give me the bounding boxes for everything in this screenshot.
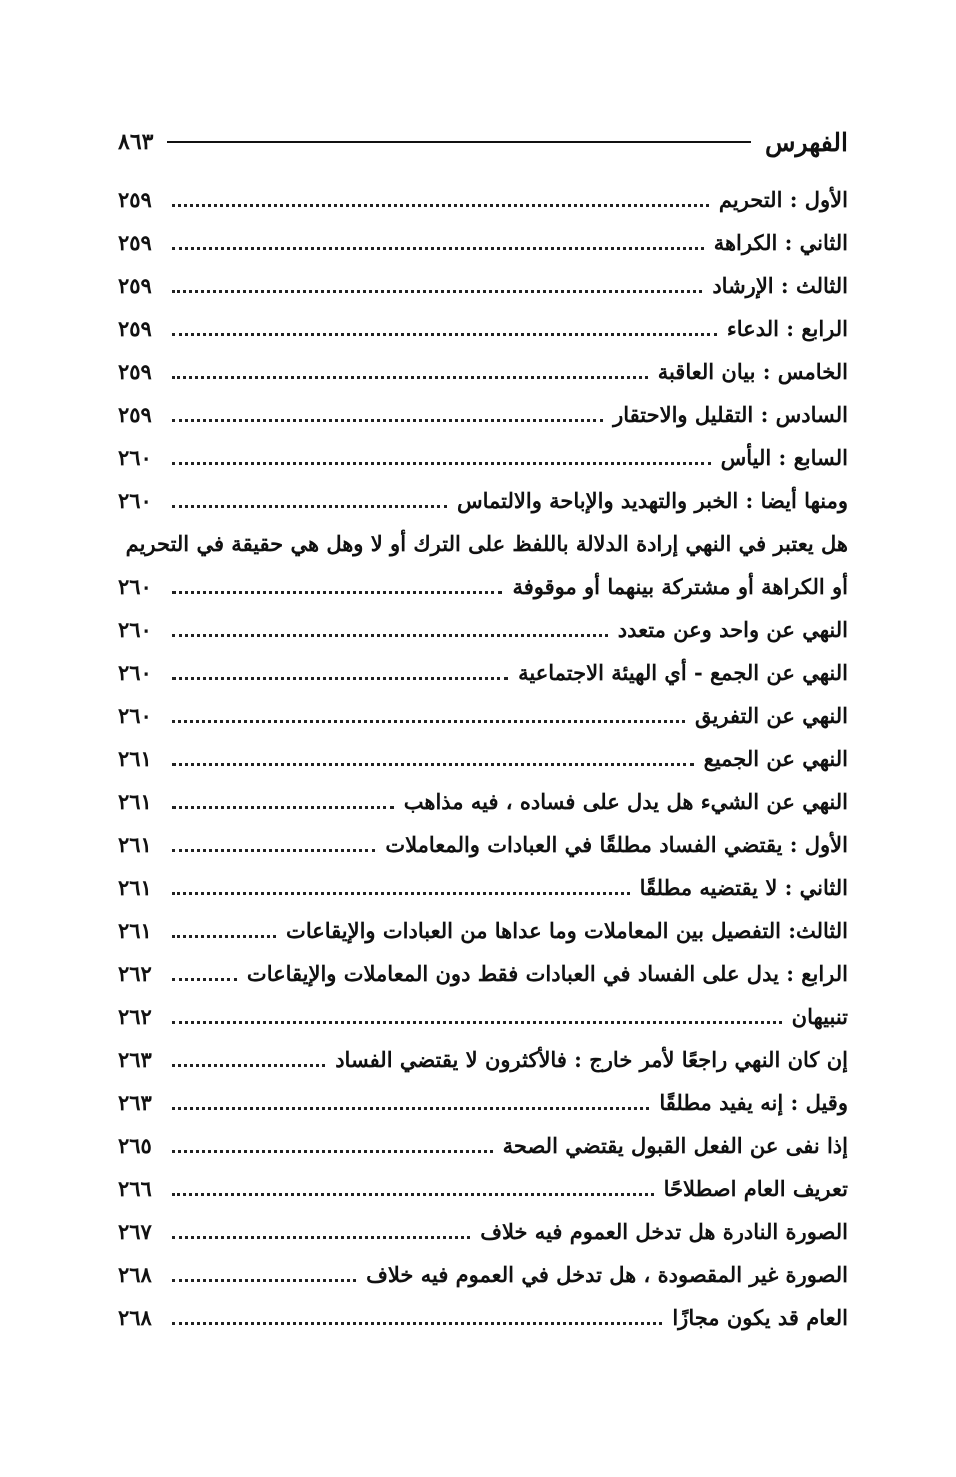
index-entry: [118, 1081, 848, 1124]
entry-page-number: ٢٦١: [118, 875, 152, 900]
entry-title: النهي عن الشيء هل يدل على فساده ، فيه مذاهب: [403, 789, 848, 814]
index-entry: [118, 1038, 848, 1081]
index-entry: [118, 651, 848, 694]
entry-page-number: ٢٥٩: [118, 273, 152, 298]
entry-title: الصورة النادرة هل تدخل العموم فيه خلاف: [480, 1219, 848, 1244]
entry-title: الأول : التحريم: [718, 187, 848, 212]
entry-page-number: ٢٦٨: [118, 1262, 152, 1287]
entry-title: وقيل : إنه يفيد مطلقًا: [659, 1090, 848, 1115]
entry-title: الصورة غير المقصودة ، هل تدخل في العموم فيه خلاف: [366, 1262, 848, 1287]
index-entry: [118, 1167, 848, 1210]
index-entry: [118, 565, 848, 608]
entry-page-number: ٢٦٠: [118, 488, 152, 513]
page-number: ٨٦٣: [118, 129, 154, 155]
index-entry: [118, 1124, 848, 1167]
dot-leader: [172, 591, 502, 594]
entry-title: النهي عن الجمع - أي الهيئة الاجتماعية: [518, 660, 848, 685]
dot-leader: [172, 849, 375, 852]
dot-leader: [172, 376, 648, 379]
index-entry: [118, 995, 848, 1038]
entry-page-number: ٢٦٠: [118, 445, 152, 470]
page-header: [118, 122, 848, 162]
dot-leader: [172, 1150, 493, 1153]
dot-leader: [172, 505, 447, 508]
dot-leader: [172, 1322, 662, 1325]
index-entry: [118, 608, 848, 651]
entry-title: الرابع : يدل على الفساد في العبادات فقط دون المعاملات والإيقاعات: [246, 961, 848, 986]
entry-title: النهي عن الجميع: [703, 746, 848, 771]
dot-leader: [172, 978, 237, 981]
entry-title: الثالث: التفصيل بين المعاملات وما عداها من العبادات والإيقاعات: [286, 918, 848, 943]
entry-page-number: ٢٦٣: [118, 1047, 152, 1072]
entry-page-number: ٢٦٦: [118, 1176, 152, 1201]
entry-title: إن كان النهي راجعًا لأمر خارج : فالأكثرون لا يقتضي الفساد: [335, 1047, 848, 1072]
index-entry: [118, 737, 848, 780]
index-entry: [118, 393, 848, 436]
dot-leader: [172, 1193, 654, 1196]
entry-page-number: ٢٦٥: [118, 1133, 152, 1158]
dot-leader: [172, 935, 276, 938]
index-entry: [118, 1253, 848, 1296]
entry-page-number: ٢٦٣: [118, 1090, 152, 1115]
entry-title: الأول : يقتضي الفساد مطلقًا في العبادات والمعاملات: [385, 832, 848, 857]
index-entry: [118, 178, 848, 221]
index-entry: [118, 350, 848, 393]
entry-page-number: ٢٦٧: [118, 1219, 152, 1244]
entry-page-number: ٢٦٠: [118, 617, 152, 642]
dot-leader: [172, 720, 685, 723]
index-entry: [118, 909, 848, 952]
entry-title: ومنها أيضا : الخبر والتهديد والإباحة والالتماس: [456, 488, 848, 513]
entry-title: الثاني : لا يقتضيه مطلقًا: [639, 875, 848, 900]
entry-page-number: ٢٦١: [118, 918, 152, 943]
entry-page-number: ٢٦١: [118, 746, 152, 771]
index-list: [118, 178, 848, 1339]
entry-title: الثالث : الإرشاد: [712, 273, 848, 298]
page-title: الفهرس: [764, 127, 848, 157]
dot-leader: [172, 247, 704, 250]
entry-title: تعريف العام اصطلاحًا: [663, 1176, 848, 1201]
dot-leader: [172, 1236, 470, 1239]
entry-page-number: ٢٥٩: [118, 316, 152, 341]
entry-title: تنبيهان: [791, 1004, 848, 1029]
entry-title: العام قد يكون مجازًا: [672, 1305, 848, 1330]
dot-leader: [172, 763, 694, 766]
index-entry: [118, 479, 848, 522]
entry-page-number: ٢٥٩: [118, 402, 152, 427]
entry-title: النهي عن واحد وعن متعدد: [617, 617, 848, 642]
dot-leader: [172, 204, 709, 207]
entry-title: أو الكراهة أو مشتركة بينهما أو موقوفة: [512, 574, 848, 599]
header-rule: [167, 141, 751, 143]
index-entry: [118, 952, 848, 995]
entry-title: هل يعتبر في النهي إرادة الدلالة باللفظ على الترك أو لا وهل هي حقيقة في التحريم: [125, 531, 848, 556]
entry-title: الخامس : بيان العاقبة: [657, 359, 848, 384]
entry-page-number: ٢٦٢: [118, 1004, 152, 1029]
dot-leader: [172, 677, 508, 680]
dot-leader: [172, 333, 717, 336]
index-entry: [118, 307, 848, 350]
entry-page-number: ٢٦٢: [118, 961, 152, 986]
index-entry: [118, 436, 848, 479]
entry-page-number: ٢٥٩: [118, 187, 152, 212]
dot-leader: [172, 1107, 649, 1110]
dot-leader: [172, 1279, 356, 1282]
entry-page-number: ٢٦٠: [118, 660, 152, 685]
index-entry: [118, 866, 848, 909]
entry-page-number: ٢٦٠: [118, 574, 152, 599]
dot-leader: [172, 290, 702, 293]
index-entry: [118, 264, 848, 307]
dot-leader: [172, 419, 603, 422]
index-entry: [118, 1296, 848, 1339]
dot-leader: [172, 634, 608, 637]
entry-page-number: ٢٥٩: [118, 230, 152, 255]
index-entry: [118, 780, 848, 823]
dot-leader: [172, 892, 630, 895]
index-entry: [118, 694, 848, 737]
entry-page-number: ٢٦٠: [118, 703, 152, 728]
entry-title: السابع : اليأس: [720, 445, 848, 470]
entry-page-number: ٢٦١: [118, 789, 152, 814]
dot-leader: [172, 462, 711, 465]
index-entry: [118, 1210, 848, 1253]
entry-title: الرابع : الدعاء: [726, 316, 848, 341]
dot-leader: [172, 1064, 325, 1067]
entry-title: الثاني : الكراهة: [713, 230, 848, 255]
entry-page-number: ٢٥٩: [118, 359, 152, 384]
entry-page-number: ٢٦٨: [118, 1305, 152, 1330]
entry-title: إذا نفى عن الفعل القبول يقتضي الصحة: [502, 1133, 848, 1158]
entry-title: السادس : التقليل والاحتقار: [613, 402, 848, 427]
dot-leader: [172, 806, 394, 809]
index-entry: [118, 221, 848, 264]
entry-page-number: ٢٦١: [118, 832, 152, 857]
entry-title: النهي عن التفريق: [694, 703, 848, 728]
index-entry: [118, 823, 848, 866]
dot-leader: [172, 1021, 782, 1024]
index-entry: [118, 522, 848, 565]
